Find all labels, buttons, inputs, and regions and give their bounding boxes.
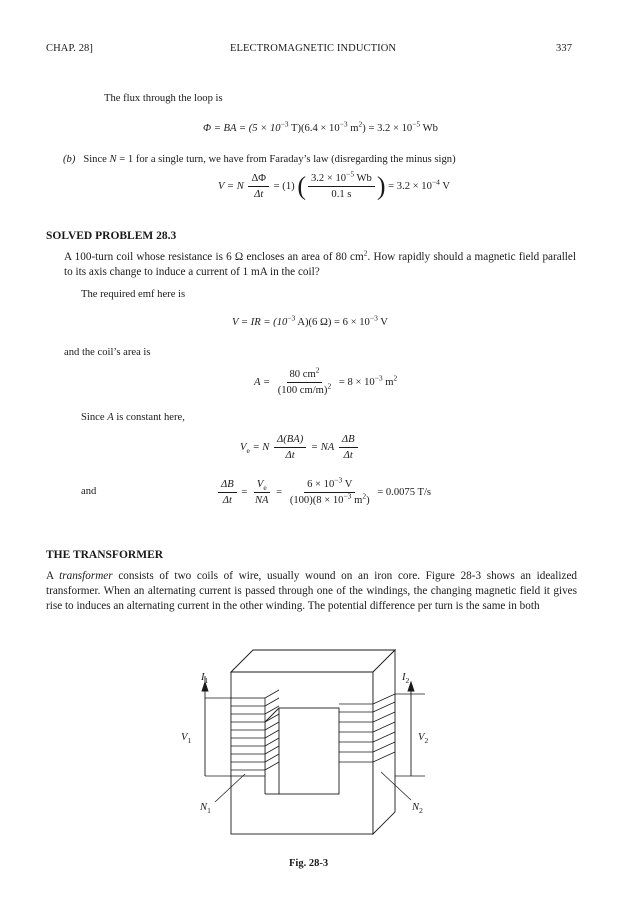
core-top-face [231, 650, 395, 672]
emf-intro: The required emf here is [81, 289, 186, 300]
label-v2: $V_2$ [418, 732, 429, 746]
rate-equation: $\frac{\Delta B}{\Delta t}$ = $\frac{V_e}{NA}$ = $\frac{6 \times 10^{-3} V}{(100)(8 \times 10^{-3} m^2)}$ = 0.0075 T/s [216, 478, 431, 507]
flux-intro: The flux through the loop is [104, 93, 223, 104]
v1-arrow [202, 676, 208, 776]
transformer-figure [185, 640, 445, 845]
core-right-face [373, 650, 395, 834]
label-i1: $I_1$ [201, 672, 209, 686]
area-equation: A = $\frac{80 cm^2}{(100 cm/m)^2}$ = $8 \times 10^{-3}$ $m^2$ [254, 365, 398, 396]
label-n1: $N_1$ [200, 802, 211, 816]
v2-arrow [408, 682, 414, 776]
emf-equation: V = IR = ($10^{-3}$ A)(6 $\Omega) = 6 \times 10^{-3}$ V [232, 313, 388, 328]
induced-emf-equation: $V_e = N$ $\frac{\Delta(BA)}{\Delta t}$ = NA $\frac{\Delta B}{\Delta t}$ [240, 433, 360, 462]
flux-equation: Φ = BA = ($5 \times 10^{-3}$ $T)(6.4 \times 10^{-3}$ $m^2) = 3.2 \times 10^{-5}$ Wb [203, 119, 438, 134]
and-label: and [81, 486, 97, 497]
page-number: 337 [556, 43, 573, 54]
figure-caption: Fig. 28-3 [289, 858, 329, 869]
faraday-equation: V = N $\frac{\Delta\Phi}{\Delta t}$ = (1) ( $\frac{3.2 \times 10^{-5} Wb}{0.1 s}$ ) = $3.2 \times 10^{-4}$ V [218, 169, 450, 201]
constant-intro: Since A is constant here, [81, 412, 185, 423]
transformer-paragraph: A transformer consists of two coils of wire, usually wound on an iron core. Figure 28-3 shows an idealized transformer. When an alternating current is passed through one of the windings, the changing magnetic field it gives rise to induces an alternating current in the other winding. The potential difference per turn is the same in both [46, 570, 578, 612]
label-v1: $V_1$ [181, 732, 192, 746]
transformer-heading: THE TRANSFORMER [46, 549, 164, 561]
label-i2: $I_2$ [402, 672, 410, 686]
solved-problem-heading: SOLVED PROBLEM 28.3 [46, 230, 177, 242]
area-intro: and the coil’s area is [64, 347, 151, 358]
label-n2: $N_2$ [412, 802, 423, 816]
chapter-label: CHAP. 28] [46, 43, 93, 54]
part-b-text: (b) Since N = 1 for a single turn, we have from Faraday’s law (disregarding the minus sign) [63, 154, 456, 165]
problem-statement: A 100-turn coil whose resistance is 6 Ω encloses an area of 80 $cm^2$. How rapidly should a magnetic field parallel to its axis change to induce a current of 1 mA in the coil? [64, 248, 576, 278]
running-title: ELECTROMAGNETIC INDUCTION [230, 43, 397, 54]
